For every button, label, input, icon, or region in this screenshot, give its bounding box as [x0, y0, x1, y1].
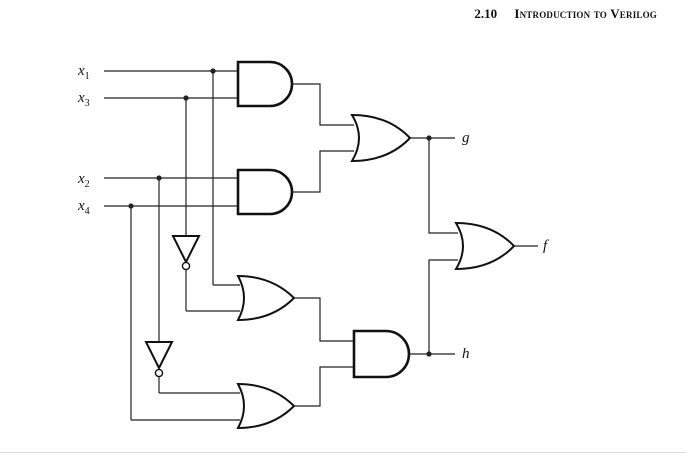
input-label-x2: $x_2$: [78, 171, 90, 190]
wire-and2-to-org: [292, 151, 354, 192]
inverter-1: [173, 236, 199, 270]
inverter-bubble: [182, 262, 189, 269]
level1-output-wires: [292, 84, 354, 406]
and-gate-2: [238, 170, 292, 214]
wire-or4-to-andh: [294, 367, 354, 406]
junction-dot: [128, 203, 133, 208]
input-label-x3: $x_3$: [78, 90, 90, 109]
inverter-2: [146, 342, 172, 377]
junction-dot: [183, 95, 188, 100]
output-label-g: g: [462, 130, 470, 146]
junction-dot: [210, 68, 215, 73]
wire-and1-to-org: [292, 84, 354, 125]
inverter-triangle: [146, 342, 172, 368]
section-title: Introduction to Verilog: [514, 6, 657, 21]
output-label-f: f: [543, 238, 548, 254]
wire-or3-to-andh: [294, 298, 354, 341]
or-gate-g: [352, 115, 410, 161]
or-gate-4: [238, 384, 294, 428]
or-gate-3: [238, 276, 294, 320]
input-label-x1: $x_1$: [78, 63, 90, 82]
and-gate-1: [238, 62, 292, 106]
bottom-divider: [0, 452, 686, 453]
wire-g-to-orf: [429, 138, 458, 233]
or-gate-f: [456, 223, 514, 269]
input-wires: [104, 71, 240, 420]
output-label-h: h: [462, 346, 470, 362]
inverter-triangle: [173, 236, 199, 262]
inverter-bubble: [155, 369, 162, 376]
section-number: 2.10: [474, 6, 498, 21]
wire-h-to-orf: [429, 260, 458, 354]
junction-dot: [156, 175, 161, 180]
and-gate-h: [354, 331, 409, 377]
input-label-x4: $x_4$: [78, 198, 90, 217]
